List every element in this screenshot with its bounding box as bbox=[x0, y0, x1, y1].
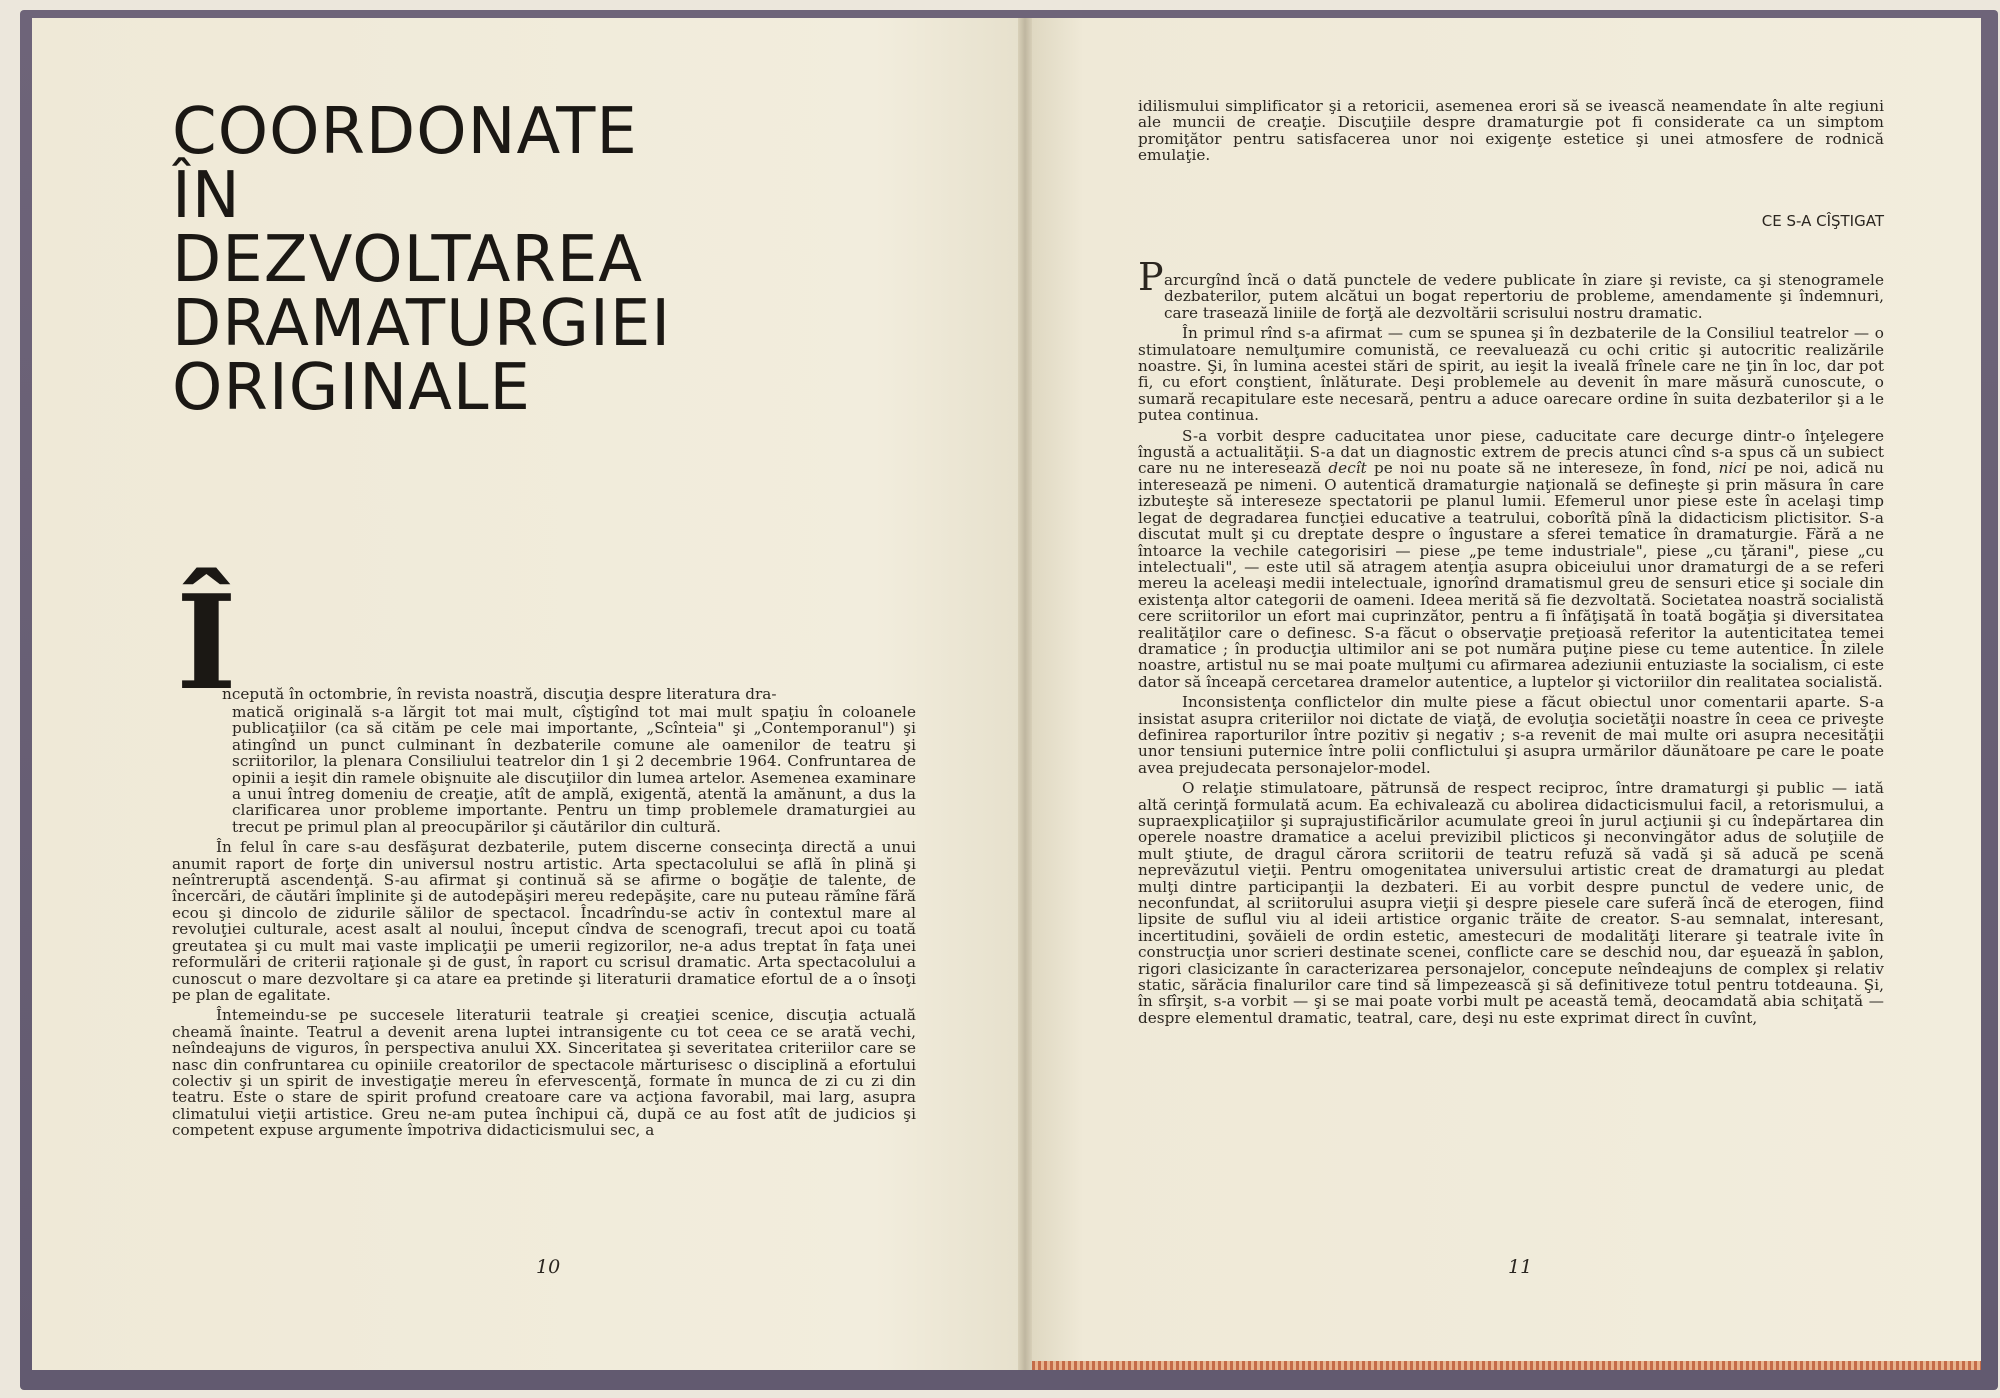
drop-cap: Î bbox=[176, 566, 237, 719]
paragraph: O relaţie stimulatoare, pătrunsă de respect reciproc, între dramaturgi şi public — iată altă cerinţă formulată acum. Ea echivalează cu abolirea didacticismului facil, a retorismului, a supraexplicaţiilor şi suprajustificărilor acumulate greoi în jurul acţiunii şi cu îndepărtarea din operele noastre dramatice a acelui previzibil plicticos şi neconvingător adus de soluţiile de mult ştiute, de dragul cărora scriitorii de teatru refuză să vadă şi să aducă pe scenă neprevăzutul vieţii. Pentru omogenitatea universului artistic creat de dramaturgi au pledat mulţi dintre participanţii la dezbateri. Ei au vorbit despre punctul de vedere unic, de neconfundat, al scriitorului asupra vieţii şi despre piesele care suferă încă de eterogen, fiind lipsite de suflul viu al ideii artistice organic trăite de creator. S-au semnalat, interesant, incertitudini, şovăieli de ordin estetic, amestecuri de modalităţi literare şi teatrale ivite în construcţia unor scrieri destinate scenei, conflicte care se deschid nou, dar eşuează în şablon, rigori clasicizante în caracterizarea personajelor, concepute neîndeajuns de complex şi relativ static, sărăcia finalurilor care tind să limpezească şi să definitiveze totul pentru totdeauna. Şi, în sfîrşit, s-a vorbit — şi se mai poate vorbi mult pe această temă, deocamdată abia schiţată — despre elementul dramatic, teatral, care, deşi nu este exprimat direct în cuvînt, bbox=[1138, 779, 1884, 1027]
emphasis: decît bbox=[1328, 459, 1367, 478]
paragraph: idilismului simplificator şi a retoricii, asemenea erori să se ivească neamendate în alte regiuni ale muncii de creaţie. Discuţiile despre dramaturgie pot fi considerate ca un simptom promiţător pentru satisfacerea unor noi exigenţe estetice şi unei atmosfere de rodnică emulaţie. bbox=[1138, 97, 1884, 165]
page-number: 11 bbox=[1508, 1256, 1533, 1278]
section-heading: CE S-A CÎŞTIGAT bbox=[1761, 212, 1884, 230]
right-body-text bbox=[1138, 272, 1884, 1026]
paragraph: În felul în care s-au desfăşurat dezbaterile, putem discerne consecinţa directă a unui anumit raport de forţe din universul nostru artistic. Arta spectacolului se află în plină şi neîntreruptă ascendenţă. S-au afirmat şi continuă să se afirme o bogăţie de talente, de încercări, de căutări împlinite şi de autodepăşiri mereu redepăşite, care nu puteau rămîne fără ecou şi dincolo de zidurile sălilor de spectacol. Încadrîndu-se activ în contextul mare al revoluţiei culturale, acest asalt al noului, început cîndva de scenografi, trecut apoi cu toată greutatea şi cu mult mai vaste implicaţii pe umerii regizorilor, ne-a adus treptat în faţa unei reformulări de criterii raţionale şi de gust, în raport cu scrisul dramatic. Arta spectacolului a cunoscut o mare dezvoltare şi ca atare ea pretinde şi literaturii dramatice efortul de a o însoţi pe plan de egalitate. bbox=[172, 838, 916, 1004]
paragraph: arcurgînd încă o dată punctele de vedere publicate în ziare şi reviste, ca şi stenogramele dezbaterilor, putem alcătui un bogat repertoriu de probleme, amendamente şi îndemnuri, care trasează liniile de forţă ale dezvoltării scrisului nostru dramatic. bbox=[1164, 271, 1884, 322]
drop-cap: P bbox=[1138, 255, 1164, 299]
paragraph: matică originală s-a lărgit tot mai mult, cîştigînd tot mai mult spaţiu în coloanele publicaţiilor (ca să cităm pe cele mai importante, „Scînteia" şi „Contemporanul") şi atingînd un punct culminant în dezbaterile comune ale oamenilor de teatru şi scriitorilor, la plenara Consiliului teatrelor din 1 şi 2 decembrie 1964. Confruntarea de opinii a ieşit din ramele obişnuite ale discuţiilor din lumea artelor. Asemenea examinare a unui întreg domeniu de creaţie, atît de amplă, exigentă, atentă la amănunt, a dus la clarificarea unor probleme importante. Pentru un timp problemele dramaturgiei au trecut pe primul plan al preocupărilor şi căutărilor din cultură. bbox=[232, 703, 917, 836]
first-line bbox=[222, 686, 916, 702]
text-run: pe noi, adică nu interesează pe nimeni. O autentică dramaturgie naţională se defineşte şi prin măsura în care izbuteşte să intereseze spectatorii pe planul lumii. Efemerul unor piese este în acelaşi timp legat de degradarea funcţiei educative a teatrului, coborîtă pînă la didacticism plictisitor. S-a discutat mult şi cu dreptate despre o îngustare a sferei tematice în dramaturgie. Fără a ne întoarce la vechile categorisiri — piese „pe teme industriale", piese „cu ţărani", piese „cu intelectuali", — este util să atragem atenţia asupra obiceiului unor dramaturgi de a se referi mereu la aceleaşi medii intelectuale, ignorînd dramatismul greu de sensuri etice şi sociale din existenţa altor categorii de oameni. Ideea merită să fie dezvoltată. Societatea noastră socialistă cere scriitorilor un efort mai cuprinzător, pentru a fi înfăţişată în toată bogăţia şi diversitatea realităţilor care o definesc. S-a făcut o observaţie preţioasă referitor la autenticitatea temei dramatice ; în producţia ultimilor ani se pot număra puţine piese cu teme autentice. În zilele noastre, artistul nu se mai poate mulţumi cu afirmarea adeziunii entuziaste la socialism, ci este dator să înceapă cercetarea dramelor autentice, a luptelor şi victoriilor din realitatea socialistă. bbox=[1138, 459, 1884, 691]
title-line: DEZVOLTAREA bbox=[172, 223, 644, 297]
page-number: 10 bbox=[536, 1256, 561, 1278]
article-title bbox=[172, 95, 672, 425]
right-intro-text bbox=[1138, 98, 1884, 164]
text-run: pe noi nu poate să ne intereseze, în fond, bbox=[1366, 459, 1719, 478]
title-line: ÎN bbox=[172, 159, 241, 233]
paragraph-first-line: ncepută în octombrie, în revista noastră, discuţia despre literatura dra- bbox=[222, 685, 777, 703]
title-line: COORDONATE bbox=[172, 95, 638, 169]
title-line: DRAMATURGIEI bbox=[172, 287, 672, 361]
paragraph: Întemeindu-se pe succesele literaturii teatrale şi creaţiei scenice, discuţia actuală cheamă înainte. Teatrul a devenit arena luptei intransigente cu tot ceea ce se arată vechi, neîndeajuns de viguros, în perspectiva anului XX. Sinceritatea şi severitatea criteriilor care se nasc din confruntarea cu opiniile creatorilor de spectacole mărturisesc o disciplină a efortului colectiv şi un spirit de investigaţie mereu în efervescenţă, formate în munca de zi cu zi din teatru. Este o stare de spirit profund creatoare care va acţiona favorabil, mai larg, asupra climatului vieţii artistice. Greu ne-am putea închipui că, după ce au fost atît de judicios şi competent expuse argumente împotriva didacticismului sec, a bbox=[172, 1006, 916, 1140]
title-line: ORIGINALE bbox=[172, 351, 531, 425]
paragraph bbox=[1138, 428, 1884, 691]
paragraph: În primul rînd s-a afirmat — cum se spunea şi în dezbaterile de la Consiliul teatrelor — o stimulatoare nemulţumire comunistă, ce reevaluează cu ochi critic şi autocritic realizările noastre. Şi, în lumina acestei stări de spirit, au ieşit la iveală frînele care ne ţin în loc, dar pot fi, cu efort conştient, înlăturate. Deşi problemele au devenit în mare măsură cunoscute, o sumară recapitulare este necesară, pentru a aduce oarecare ordine în suita dezbaterilor şi a le putea continua. bbox=[1138, 324, 1884, 425]
left-body-text bbox=[172, 704, 916, 1139]
text-run: S-a vorbit despre caducitatea unor piese, caducitate care decurge dintr-o înţelegere îngustă a actualităţii. S-a dat un diagnostic extrem de precis atunci cînd s-a spus că un subiect care nu ne interesează bbox=[1138, 426, 1884, 478]
emphasis: nici bbox=[1718, 459, 1747, 478]
book-gutter bbox=[1018, 18, 1032, 1370]
paragraph: Inconsistenţa conflictelor din multe piese a făcut obiectul unor comentarii aparte. S-a insistat asupra criteriilor noi dictate de viaţă, de evoluţia societăţii noastre în ceea ce priveşte definirea raporturilor între pozitiv şi negativ ; s-a revenit de mai multe ori asupra necesităţii unor tensiuni puternice între polii conflictului şi asupra urmărilor dăunătoare pe care le poate avea prejudecata personajelor-model. bbox=[1138, 693, 1884, 777]
